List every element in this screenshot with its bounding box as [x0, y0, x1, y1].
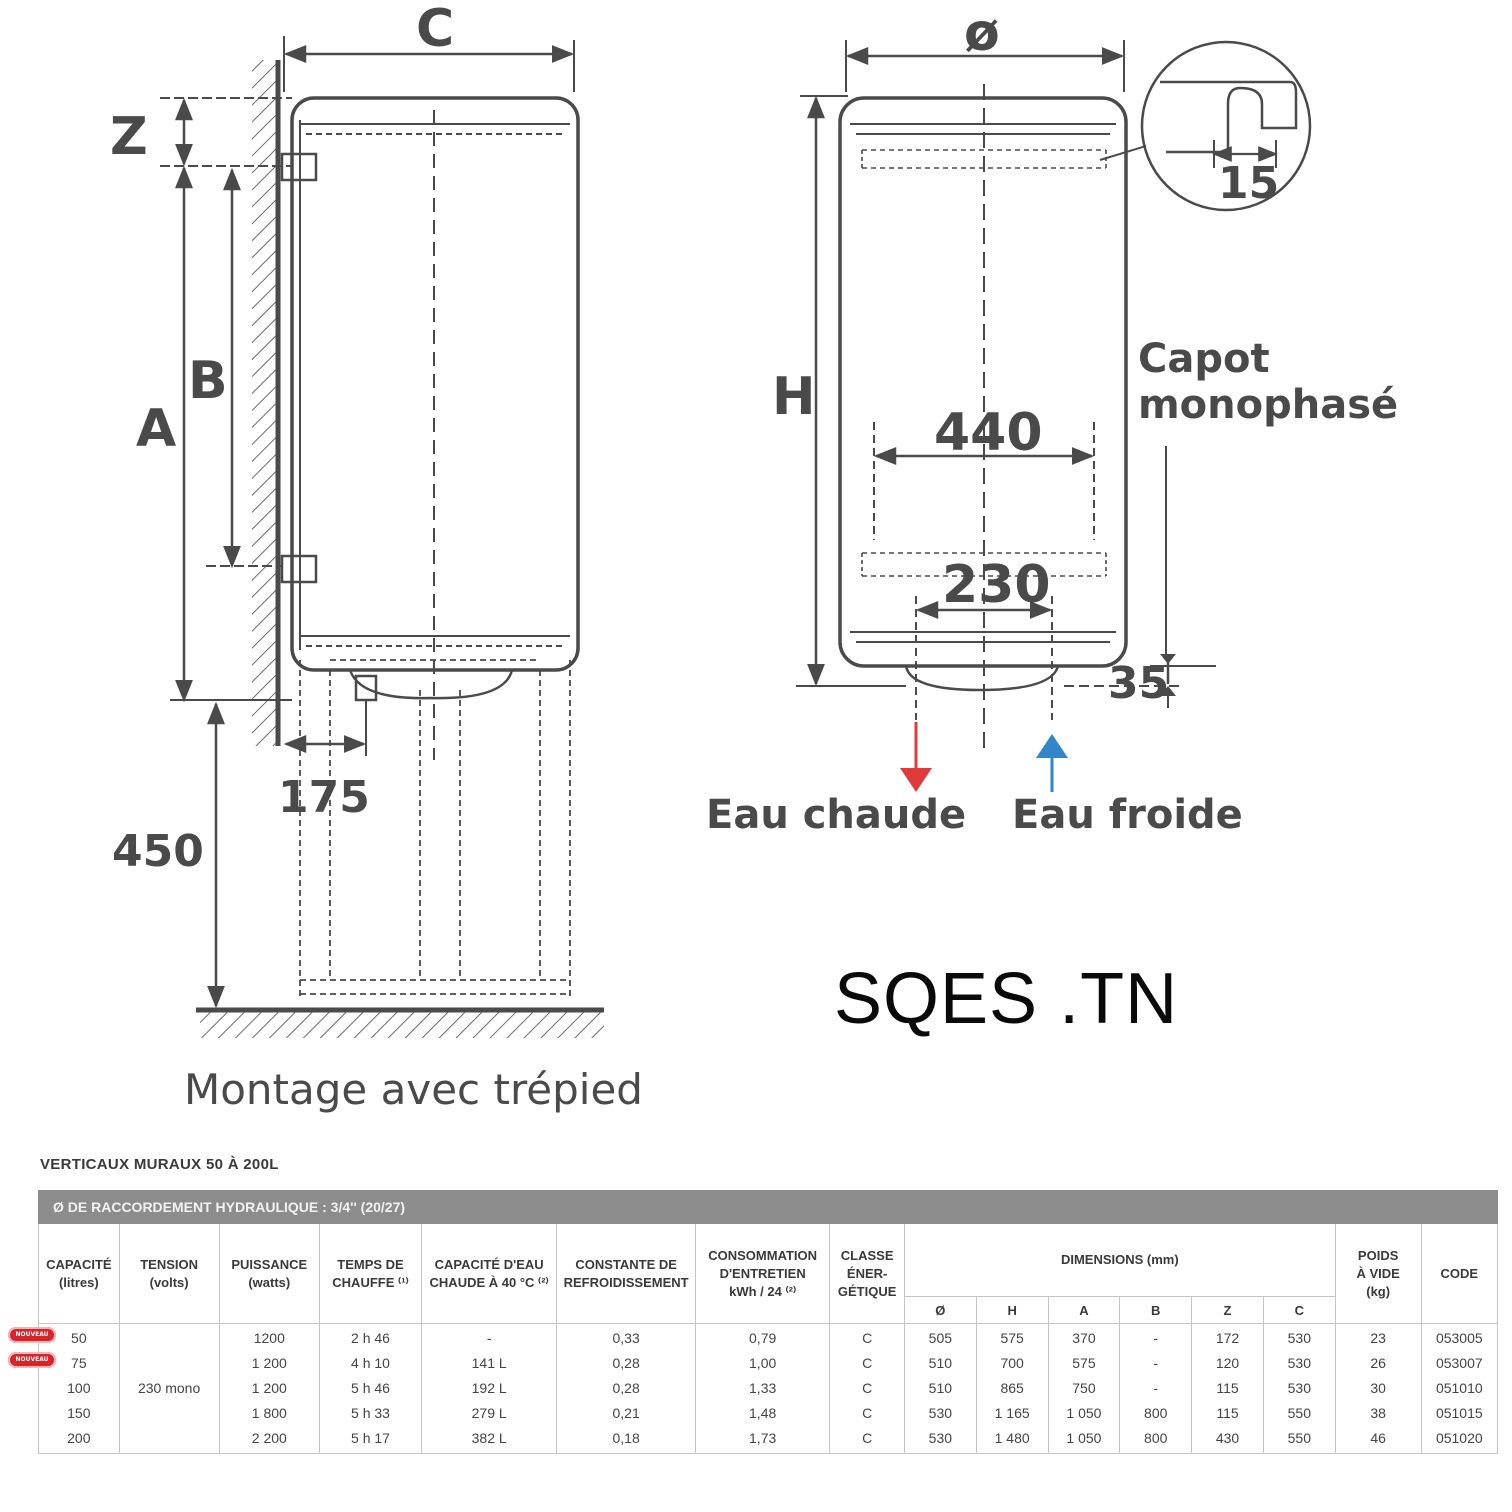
- col-poids: 23 26 30 38 46: [1335, 1324, 1421, 1454]
- spec-table-title: VERTICAUX MURAUX 50 À 200L: [40, 1156, 279, 1173]
- side-view: [160, 36, 604, 1038]
- col-code: 053005 053007 051010 051015 051020: [1421, 1324, 1497, 1454]
- col-c: 530 530 530 550 550: [1263, 1324, 1335, 1454]
- col-capacite-eau: - 141 L 192 L 279 L 382 L: [422, 1324, 557, 1454]
- subheader-c: C: [1263, 1297, 1335, 1324]
- col-temps: 2 h 46 4 h 10 5 h 46 5 h 33 5 h 17: [320, 1324, 422, 1454]
- col-z: 172 120 115 115 430: [1192, 1324, 1264, 1454]
- header-capacite: CAPACITÉ (litres): [39, 1224, 120, 1324]
- label-c: C: [416, 0, 455, 59]
- subheader-b: B: [1120, 1297, 1192, 1324]
- header-temps: TEMPS DE CHAUFFE ⁽¹⁾: [320, 1224, 422, 1324]
- hot-water-arrow-icon: [900, 768, 932, 792]
- new-badge-75: NOUVEAU: [8, 1352, 56, 1368]
- cold-water-arrow-icon: [1036, 734, 1068, 758]
- col-b: - - - 800 800: [1120, 1324, 1192, 1454]
- header-classe: CLASSE ÉNER- GÉTIQUE: [830, 1224, 905, 1324]
- header-constante: CONSTANTE DE REFROIDISSEMENT: [557, 1224, 696, 1324]
- subheader-a: A: [1048, 1297, 1120, 1324]
- label-eau-chaude: Eau chaude: [706, 792, 967, 838]
- label-440: 440: [934, 403, 1043, 463]
- label-monophase: monophasé: [1138, 382, 1399, 428]
- brand-watermark: SQES .TN: [834, 959, 1179, 1039]
- col-constante: 0,33 0,28 0,28 0,21 0,18: [557, 1324, 696, 1454]
- label-h: H: [772, 367, 816, 427]
- bottom-cap-side: [350, 670, 512, 698]
- label-z: Z: [110, 107, 148, 167]
- label-15: 15: [1218, 158, 1280, 209]
- header-poids: POIDS À VIDE (kg): [1335, 1224, 1421, 1324]
- col-h: 575 700 865 1 165 1 480: [976, 1324, 1048, 1454]
- floor-hatch: [200, 1012, 604, 1038]
- col-capacite: 50 75 100 150 200: [39, 1324, 120, 1454]
- label-eau-froide: Eau froide: [1012, 792, 1243, 838]
- header-puissance: PUISSANCE (watts): [219, 1224, 319, 1324]
- label-450: 450: [112, 826, 204, 877]
- label-diameter: ø: [964, 3, 1000, 63]
- table-band: Ø DE RACCORDEMENT HYDRAULIQUE : 3/4'' (20/27): [39, 1191, 1498, 1224]
- header-tension: TENSION (volts): [119, 1224, 219, 1324]
- col-puissance: 1200 1 200 1 200 1 800 2 200: [219, 1324, 319, 1454]
- label-175: 175: [278, 772, 370, 823]
- label-capot: Capot: [1138, 336, 1270, 382]
- subheader-diameter: Ø: [904, 1297, 976, 1324]
- header-consommation: CONSOMMATION D'ENTRETIEN kWh / 24 ⁽²⁾: [695, 1224, 829, 1324]
- wall-hatch: [252, 60, 278, 746]
- spec-table: [38, 1190, 1498, 1454]
- col-classe: C C C C C: [830, 1324, 905, 1454]
- subheader-h: H: [976, 1297, 1048, 1324]
- label-230: 230: [942, 555, 1051, 615]
- bottom-cap-front: [906, 666, 1058, 690]
- header-code: CODE: [1421, 1224, 1497, 1324]
- col-a: 370 575 750 1 050 1 050: [1048, 1324, 1120, 1454]
- label-b: B: [188, 351, 228, 411]
- subheader-z: Z: [1192, 1297, 1264, 1324]
- new-badge-50: NOUVEAU: [8, 1327, 56, 1343]
- header-capacite-eau: CAPACITÉ D'EAU CHAUDE À 40 °C ⁽²⁾: [422, 1224, 557, 1324]
- label-montage: Montage avec trépied: [184, 1065, 643, 1114]
- header-dimensions: DIMENSIONS (mm): [904, 1224, 1335, 1297]
- cell-tension: 230 mono: [119, 1324, 219, 1454]
- col-consommation: 0,79 1,00 1,33 1,48 1,73: [695, 1324, 829, 1454]
- label-a: A: [136, 399, 177, 459]
- col-diameter: 505 510 510 530 530: [904, 1324, 976, 1454]
- label-35: 35: [1108, 658, 1170, 709]
